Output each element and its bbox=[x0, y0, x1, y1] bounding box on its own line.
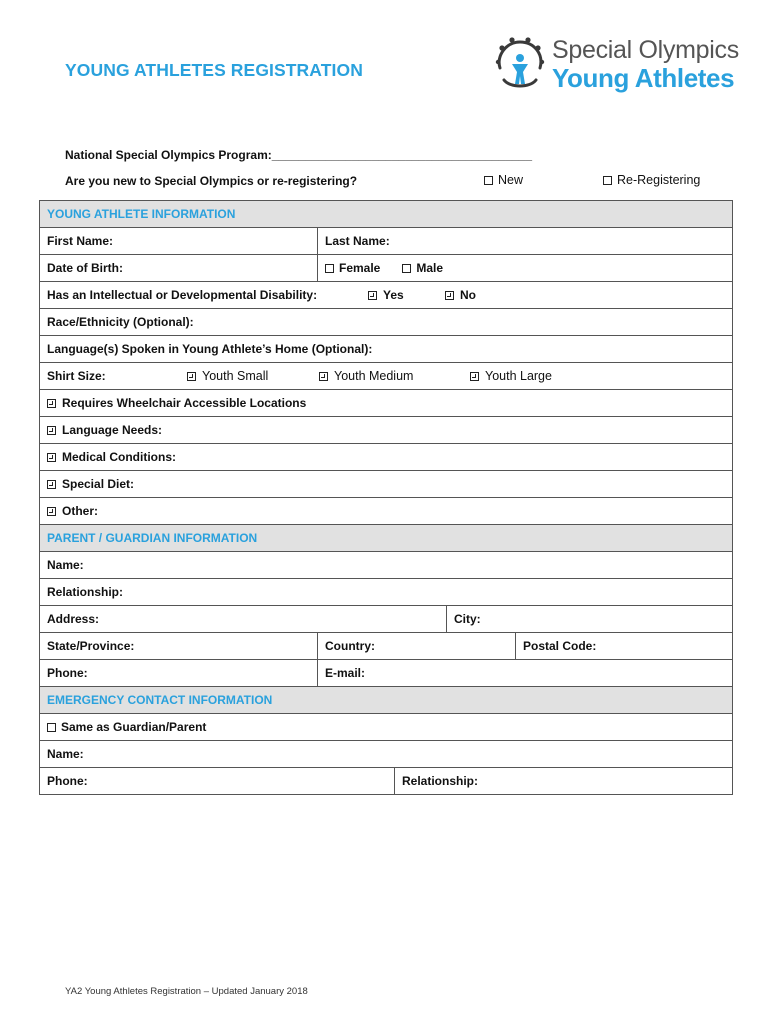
youth-large-checkbox[interactable] bbox=[463, 363, 552, 389]
logo-line1: Special Olympics bbox=[552, 36, 739, 64]
medical-label: Medical Conditions: bbox=[62, 450, 176, 464]
male-label: Male bbox=[416, 261, 444, 275]
diet-checkbox[interactable] bbox=[40, 471, 732, 497]
address-field[interactable]: Address: bbox=[47, 612, 100, 626]
checkbox-icon bbox=[603, 176, 612, 185]
guardian-relationship-field[interactable]: Relationship: bbox=[47, 585, 124, 599]
youth-medium-label: Youth Medium bbox=[334, 369, 414, 383]
medical-row bbox=[40, 444, 732, 471]
male-checkbox[interactable] bbox=[402, 261, 443, 275]
checkbox-icon bbox=[47, 453, 56, 462]
page-title: YOUNG ATHLETES REGISTRATION bbox=[65, 60, 363, 80]
race-row bbox=[40, 309, 732, 336]
race-field[interactable]: Race/Ethnicity (Optional): bbox=[47, 315, 194, 329]
disability-label: Has an Intellectual or Developmental Disability: bbox=[47, 288, 318, 302]
shirt-size-label: Shirt Size: bbox=[47, 369, 106, 383]
checkbox-icon bbox=[319, 372, 328, 381]
new-checkbox[interactable] bbox=[484, 173, 523, 187]
first-name-field[interactable]: First Name: bbox=[47, 234, 114, 248]
emergency-name-field[interactable]: Name: bbox=[47, 747, 84, 761]
email-field[interactable]: E-mail: bbox=[317, 660, 732, 686]
state-field[interactable]: State/Province: bbox=[47, 639, 135, 653]
checkbox-icon bbox=[402, 264, 411, 273]
section-title: PARENT / GUARDIAN INFORMATION bbox=[47, 531, 258, 545]
disability-row bbox=[40, 282, 732, 309]
checkbox-icon bbox=[484, 176, 493, 185]
language-needs-label: Language Needs: bbox=[62, 423, 163, 437]
section-header-emergency bbox=[40, 687, 732, 714]
no-label: No bbox=[460, 288, 476, 302]
language-needs-row bbox=[40, 417, 732, 444]
dob-row bbox=[40, 255, 732, 282]
special-olympics-logo-icon bbox=[492, 34, 548, 94]
disability-yes-checkbox[interactable] bbox=[361, 282, 404, 308]
phone-email-row bbox=[40, 660, 732, 687]
checkbox-icon bbox=[47, 480, 56, 489]
female-label: Female bbox=[339, 261, 381, 275]
page-footer: YA2 Young Athletes Registration – Updated January 2018 bbox=[65, 986, 308, 997]
special-olympics-logo bbox=[490, 34, 740, 94]
guardian-name-field[interactable]: Name: bbox=[47, 558, 84, 572]
other-row bbox=[40, 498, 732, 525]
wheelchair-checkbox[interactable] bbox=[40, 390, 732, 416]
youth-large-label: Youth Large bbox=[485, 369, 552, 383]
state-row bbox=[40, 633, 732, 660]
emergency-phone-row bbox=[40, 768, 732, 795]
guardian-name-row bbox=[40, 552, 732, 579]
same-as-guardian-label: Same as Guardian/Parent bbox=[61, 720, 207, 734]
language-row bbox=[40, 336, 732, 363]
checkbox-icon bbox=[325, 264, 334, 273]
guardian-relationship-row bbox=[40, 579, 732, 606]
new-label: New bbox=[498, 173, 524, 187]
other-checkbox[interactable] bbox=[40, 498, 732, 524]
other-label: Other: bbox=[62, 504, 98, 518]
language-field[interactable]: Language(s) Spoken in Young Athlete’s Home (Optional): bbox=[47, 342, 373, 356]
postal-code-field[interactable]: Postal Code: bbox=[515, 633, 732, 659]
program-field[interactable]: National Special Olympics Program:_______________________________________ bbox=[65, 148, 533, 162]
youth-small-label: Youth Small bbox=[202, 369, 269, 383]
medical-checkbox[interactable] bbox=[40, 444, 732, 470]
checkbox-icon bbox=[47, 399, 56, 408]
checkbox-icon bbox=[470, 372, 479, 381]
logo-line2: Young Athletes bbox=[552, 63, 735, 93]
city-field[interactable]: City: bbox=[446, 606, 732, 632]
section-title: YOUNG ATHLETE INFORMATION bbox=[47, 207, 236, 221]
language-needs-checkbox[interactable] bbox=[40, 417, 732, 443]
section-title: EMERGENCY CONTACT INFORMATION bbox=[47, 693, 273, 707]
checkbox-icon bbox=[445, 291, 454, 300]
wheelchair-row bbox=[40, 390, 732, 417]
checkbox-icon bbox=[187, 372, 196, 381]
last-name-field[interactable]: Last Name: bbox=[317, 228, 732, 254]
gender-options bbox=[317, 255, 732, 281]
same-as-guardian-checkbox[interactable] bbox=[40, 714, 732, 740]
youth-medium-checkbox[interactable] bbox=[312, 363, 413, 389]
new-or-rereg-question: Are you new to Special Olympics or re-registering? bbox=[65, 174, 358, 188]
reregistering-label: Re-Registering bbox=[617, 173, 701, 187]
diet-label: Special Diet: bbox=[62, 477, 135, 491]
wheelchair-label: Requires Wheelchair Accessible Locations bbox=[62, 396, 307, 410]
dob-field[interactable]: Date of Birth: bbox=[47, 261, 123, 275]
female-checkbox[interactable] bbox=[325, 261, 380, 275]
youth-small-checkbox[interactable] bbox=[180, 363, 268, 389]
registration-form bbox=[39, 200, 733, 795]
country-field[interactable]: Country: bbox=[317, 633, 515, 659]
checkbox-icon bbox=[47, 426, 56, 435]
checkbox-icon bbox=[47, 723, 56, 732]
reregistering-checkbox[interactable] bbox=[603, 173, 700, 187]
checkbox-icon bbox=[47, 507, 56, 516]
checkbox-icon bbox=[368, 291, 377, 300]
shirt-row bbox=[40, 363, 732, 390]
section-header-guardian bbox=[40, 525, 732, 552]
emergency-relationship-field[interactable]: Relationship: bbox=[394, 768, 732, 794]
diet-row bbox=[40, 471, 732, 498]
emergency-name-row bbox=[40, 741, 732, 768]
disability-no-checkbox[interactable] bbox=[438, 282, 476, 308]
same-as-guardian-row bbox=[40, 714, 732, 741]
guardian-phone-field[interactable]: Phone: bbox=[47, 666, 88, 680]
address-row bbox=[40, 606, 732, 633]
section-header-athlete bbox=[40, 201, 732, 228]
yes-label: Yes bbox=[383, 288, 404, 302]
athlete-name-row bbox=[40, 228, 732, 255]
emergency-phone-field[interactable]: Phone: bbox=[47, 774, 88, 788]
